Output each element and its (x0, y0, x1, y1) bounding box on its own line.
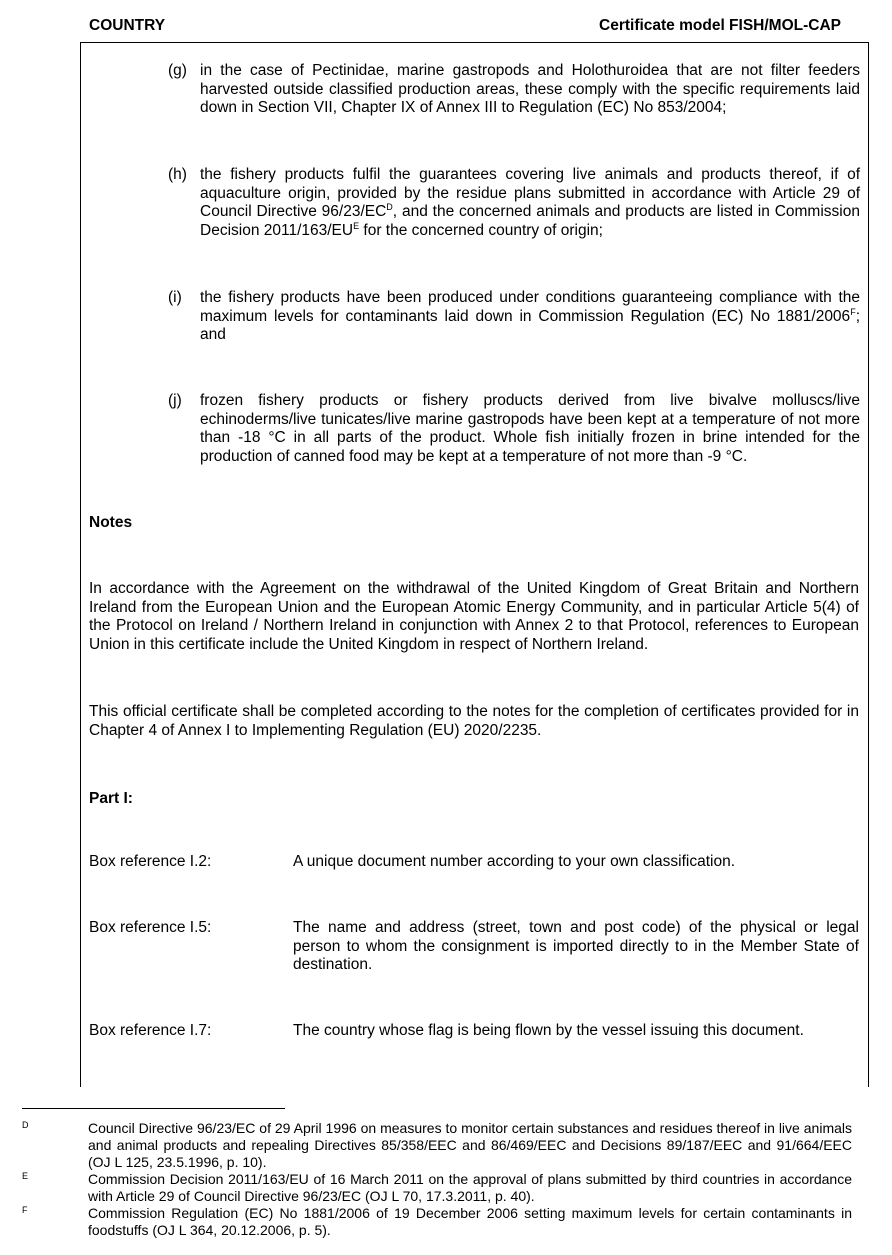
item-g (168, 62, 860, 118)
box-reference-text: The name and address (street, town and post code) of the physical or legal person to whom the consignment is imported directly to in the Member State of destination. (293, 919, 859, 973)
notes-paragraph-completion: This official certificate shall be completed according to the notes for the completion of certificates provided for in Chapter 4 of Annex I to Implementing Regulation (EU) 2020/2235. (89, 703, 859, 739)
footnote-label: F (22, 1205, 28, 1215)
footnote-text: Commission Regulation (EC) No 1881/2006 of 19 December 2006 setting maximum levels for certain contaminants in foodstuffs (OJ L 364, 20.12.2006, p. 5). (88, 1205, 852, 1238)
footnote-label: E (22, 1171, 29, 1181)
header-certificate-model: Certificate model FISH/MOL-CAP (599, 17, 841, 34)
item-label: (h) (168, 166, 187, 183)
box-reference-label: Box reference I.7: (89, 1022, 212, 1039)
part-i-heading: Part I: (89, 790, 133, 807)
footnote-label: D (22, 1120, 29, 1130)
item-j (168, 392, 860, 466)
footnote-separator (22, 1108, 285, 1109)
item-label: (i) (168, 289, 182, 306)
box-reference-label: Box reference I.2: (89, 853, 212, 870)
footnote-f (22, 1205, 852, 1239)
frame-right-border (868, 42, 869, 1087)
header-rule (80, 42, 869, 43)
box-reference-i2 (89, 853, 859, 872)
notes-paragraph-withdrawal: In accordance with the Agreement on the withdrawal of the United Kingdom of Great Britain and Northern Ireland from the European Union and the European Atomic Energy Community, and in particular Article 5(4) of the Protocol on Ireland / Northern Ireland in conjunction with Annex 2 to that Protocol, references to European Union in this certificate include the United Kingdom in respect of Northern Ireland. (89, 580, 859, 653)
footnote-text: Commission Decision 2011/163/EU of 16 March 2011 on the approval of plans submitted by third countries in accordance with Article 29 of Council Directive 96/23/EC (OJ L 70, 17.3.2011, p. 40). (88, 1171, 852, 1204)
item-text: in the case of Pectinidae, marine gastropods and Holothuroidea that are not filter feeders harvested outside classified production areas, these comply with the specific requirements laid down in Section VII, Chapter IX of Annex III to Regulation (EC) No 853/2004; (200, 62, 860, 116)
notes-heading: Notes (89, 514, 133, 531)
box-reference-text: A unique document number according to your own classification. (293, 853, 735, 870)
footnote-text: Council Directive 96/23/EC of 29 April 1996 on measures to monitor certain substances and residues thereof in live animals and animal products and repealing Directives 85/358/EEC and 86/469/EEC and Decisions 89/187/EEC and 91/664/EEC (OJ L 125, 23.5.1996, p. 10). (88, 1120, 852, 1170)
footnote-d (22, 1120, 852, 1171)
box-reference-i7 (89, 1022, 859, 1041)
footnote-ref-d: D (386, 201, 393, 212)
box-reference-text: The country whose flag is being flown by the vessel issuing this document. (293, 1022, 804, 1039)
item-text: the fishery products fulfil the guarantees covering live animals and products thereof, if of aquaculture origin, provided by the residue plans submitted in accordance with Article 29 of Council Directive $96/23/EC^D$, and the concerned animals and products are listed in Commission Decision $2011/163/EU^E$ for the concerned country of origin; (200, 166, 860, 239)
box-reference-label: Box reference I.5: (89, 919, 212, 936)
item-i (168, 289, 860, 345)
frame-left-border (80, 42, 81, 1087)
header-country: COUNTRY (89, 17, 166, 34)
item-text: frozen fishery products or fishery products derived from live bivalve molluscs/live echinoderms/live tunicates/live marine gastropods have been kept at a temperature of not more than -18 °C in all parts of the product. Whole fish initially frozen in brine intended for the production of canned food may be kept at a temperature of not more than -9 °C. (200, 392, 860, 465)
item-label: (j) (168, 392, 182, 409)
item-text: the fishery products have been produced under conditions guaranteeing compliance with the maximum levels for contaminants laid down in Commission Regulation (EC) No $1881/2006^F$; and (200, 289, 860, 343)
footnote-ref-f: F (850, 306, 856, 317)
box-reference-i5 (89, 919, 859, 975)
footnote-e (22, 1171, 852, 1205)
item-label: (g) (168, 62, 187, 79)
footnote-ref-e: E (353, 220, 360, 231)
item-h (168, 166, 860, 240)
